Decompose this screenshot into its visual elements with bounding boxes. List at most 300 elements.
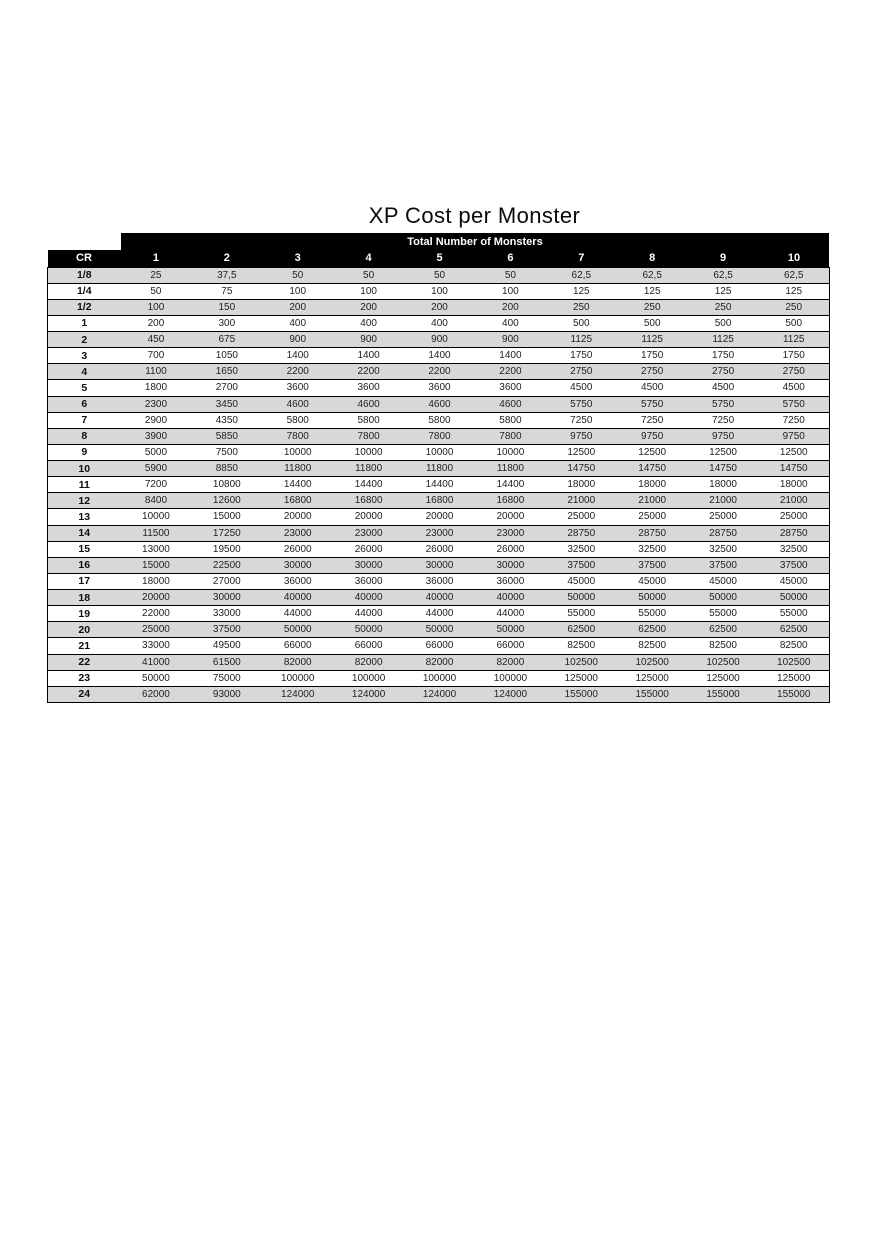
xp-cell: 155000 <box>617 686 688 702</box>
monster-count-header: 2 <box>191 250 262 267</box>
xp-cell: 20000 <box>262 509 333 525</box>
xp-cell: 18000 <box>546 477 617 493</box>
xp-cell: 14400 <box>333 477 404 493</box>
xp-cell: 75000 <box>191 670 262 686</box>
xp-cell: 10000 <box>404 444 475 460</box>
xp-cell: 7500 <box>191 444 262 460</box>
xp-cell: 25000 <box>121 622 192 638</box>
xp-cell: 4600 <box>262 396 333 412</box>
xp-cell: 23000 <box>333 525 404 541</box>
monster-count-header: 8 <box>617 250 688 267</box>
xp-cell: 19500 <box>191 541 262 557</box>
xp-cell: 49500 <box>191 638 262 654</box>
xp-cell: 900 <box>404 332 475 348</box>
xp-cell: 9750 <box>759 428 830 444</box>
table-row <box>48 396 830 412</box>
xp-cell: 14400 <box>262 477 333 493</box>
xp-cell: 82500 <box>759 638 830 654</box>
xp-cell: 44000 <box>404 606 475 622</box>
xp-cell: 37500 <box>759 557 830 573</box>
cr-cell: 20 <box>48 622 121 638</box>
xp-cell: 2300 <box>121 396 192 412</box>
xp-cell: 7250 <box>617 412 688 428</box>
xp-cell: 23000 <box>404 525 475 541</box>
xp-cell: 102500 <box>546 654 617 670</box>
xp-cell: 11800 <box>404 461 475 477</box>
xp-cell: 20000 <box>333 509 404 525</box>
xp-cell: 4500 <box>546 380 617 396</box>
xp-cell: 82000 <box>262 654 333 670</box>
xp-cell: 400 <box>404 315 475 331</box>
xp-cell: 18000 <box>121 573 192 589</box>
xp-cell: 50000 <box>546 590 617 606</box>
xp-cell: 62500 <box>546 622 617 638</box>
monster-count-header: 5 <box>404 250 475 267</box>
xp-cell: 55000 <box>617 606 688 622</box>
cr-cell: 23 <box>48 670 121 686</box>
xp-cell: 18000 <box>688 477 759 493</box>
xp-cell: 150 <box>191 299 262 315</box>
xp-cell: 200 <box>121 315 192 331</box>
xp-cell: 25000 <box>617 509 688 525</box>
xp-cell: 30000 <box>475 557 546 573</box>
xp-cell: 22500 <box>191 557 262 573</box>
xp-cell: 14750 <box>759 461 830 477</box>
xp-cell: 250 <box>617 299 688 315</box>
xp-cell: 155000 <box>546 686 617 702</box>
xp-cell: 9750 <box>617 428 688 444</box>
xp-cell: 40000 <box>262 590 333 606</box>
xp-cell: 12500 <box>688 444 759 460</box>
column-header-row <box>48 250 830 267</box>
xp-cell: 100 <box>333 283 404 299</box>
xp-cell: 4600 <box>404 396 475 412</box>
xp-cell: 102500 <box>759 654 830 670</box>
table-row <box>48 525 830 541</box>
xp-cell: 40000 <box>404 590 475 606</box>
xp-cell: 1125 <box>759 332 830 348</box>
xp-cell: 14750 <box>688 461 759 477</box>
xp-cell: 14750 <box>617 461 688 477</box>
xp-cell: 300 <box>191 315 262 331</box>
xp-cell: 125 <box>546 283 617 299</box>
xp-cell: 1400 <box>404 348 475 364</box>
table-row <box>48 654 830 670</box>
xp-cell: 82500 <box>688 638 759 654</box>
cr-column-header: CR <box>48 250 121 267</box>
xp-cell: 3450 <box>191 396 262 412</box>
xp-cell: 2200 <box>333 364 404 380</box>
xp-cell: 100000 <box>475 670 546 686</box>
xp-cell: 26000 <box>404 541 475 557</box>
xp-cell: 100000 <box>262 670 333 686</box>
xp-cell: 66000 <box>333 638 404 654</box>
table-row <box>48 380 830 396</box>
table-row <box>48 509 830 525</box>
xp-cell: 82000 <box>475 654 546 670</box>
xp-cell: 3600 <box>404 380 475 396</box>
xp-cell: 8400 <box>121 493 192 509</box>
xp-cell: 1750 <box>759 348 830 364</box>
cr-cell: 14 <box>48 525 121 541</box>
xp-cell: 21000 <box>759 493 830 509</box>
xp-cell: 44000 <box>262 606 333 622</box>
xp-cell: 17250 <box>191 525 262 541</box>
xp-cell: 20000 <box>121 590 192 606</box>
xp-cell: 23000 <box>475 525 546 541</box>
xp-cell: 5750 <box>617 396 688 412</box>
xp-cell: 55000 <box>759 606 830 622</box>
xp-cell: 102500 <box>617 654 688 670</box>
xp-cell: 2750 <box>688 364 759 380</box>
cr-cell: 18 <box>48 590 121 606</box>
xp-cell: 16800 <box>475 493 546 509</box>
xp-cell: 45000 <box>617 573 688 589</box>
xp-cell: 450 <box>121 332 192 348</box>
cr-cell: 17 <box>48 573 121 589</box>
xp-cell: 41000 <box>121 654 192 670</box>
xp-cell: 26000 <box>333 541 404 557</box>
xp-cell: 5750 <box>688 396 759 412</box>
cr-cell: 15 <box>48 541 121 557</box>
xp-cell: 100 <box>121 299 192 315</box>
xp-cell: 62,5 <box>617 267 688 283</box>
xp-cell: 50 <box>121 283 192 299</box>
xp-cell: 15000 <box>191 509 262 525</box>
xp-cell: 125000 <box>546 670 617 686</box>
xp-cell: 1800 <box>121 380 192 396</box>
xp-cell: 4500 <box>617 380 688 396</box>
xp-cell: 10800 <box>191 477 262 493</box>
xp-cell: 93000 <box>191 686 262 702</box>
xp-cell: 61500 <box>191 654 262 670</box>
xp-cell: 21000 <box>546 493 617 509</box>
xp-cell: 900 <box>475 332 546 348</box>
xp-cell: 675 <box>191 332 262 348</box>
xp-cell: 5000 <box>121 444 192 460</box>
monster-count-header: 3 <box>262 250 333 267</box>
page-title: XP Cost per Monster <box>368 203 581 228</box>
xp-cell: 75 <box>191 283 262 299</box>
cr-cell: 21 <box>48 638 121 654</box>
xp-cell: 12600 <box>191 493 262 509</box>
xp-cell: 9750 <box>546 428 617 444</box>
table-row <box>48 622 830 638</box>
xp-cell: 32500 <box>546 541 617 557</box>
xp-cell: 9750 <box>688 428 759 444</box>
xp-cell: 50 <box>475 267 546 283</box>
xp-cell: 16800 <box>333 493 404 509</box>
xp-cell: 45000 <box>688 573 759 589</box>
xp-cell: 100000 <box>333 670 404 686</box>
xp-cell: 16800 <box>262 493 333 509</box>
xp-cell: 50 <box>404 267 475 283</box>
xp-cell: 37500 <box>688 557 759 573</box>
xp-cell: 82500 <box>546 638 617 654</box>
spanning-header-row <box>48 233 830 250</box>
xp-cell: 100 <box>404 283 475 299</box>
xp-cell: 30000 <box>404 557 475 573</box>
xp-cell: 45000 <box>759 573 830 589</box>
total-monsters-header: Total Number of Monsters <box>121 233 830 250</box>
table-row <box>48 461 830 477</box>
xp-cell: 50000 <box>262 622 333 638</box>
cr-cell: 8 <box>48 428 121 444</box>
xp-cell: 5750 <box>546 396 617 412</box>
xp-cell: 700 <box>121 348 192 364</box>
xp-cell: 1400 <box>262 348 333 364</box>
cr-cell: 1/2 <box>48 299 121 315</box>
monster-count-header: 1 <box>121 250 192 267</box>
xp-cell: 1750 <box>546 348 617 364</box>
xp-cell: 37500 <box>191 622 262 638</box>
xp-cell: 125 <box>688 283 759 299</box>
xp-cell: 33000 <box>191 606 262 622</box>
xp-cell: 250 <box>688 299 759 315</box>
xp-cell: 50000 <box>617 590 688 606</box>
xp-cell: 20000 <box>404 509 475 525</box>
xp-cell: 400 <box>475 315 546 331</box>
xp-cell: 18000 <box>617 477 688 493</box>
cr-cell: 22 <box>48 654 121 670</box>
xp-cell: 4500 <box>759 380 830 396</box>
xp-cell: 10000 <box>262 444 333 460</box>
table-row <box>48 590 830 606</box>
xp-cell: 28750 <box>617 525 688 541</box>
xp-cell: 7800 <box>404 428 475 444</box>
table-row <box>48 606 830 622</box>
xp-cell: 14750 <box>546 461 617 477</box>
xp-cell: 62000 <box>121 686 192 702</box>
cr-cell: 1/4 <box>48 283 121 299</box>
xp-cell: 28750 <box>546 525 617 541</box>
xp-cell: 7250 <box>546 412 617 428</box>
xp-cell: 500 <box>546 315 617 331</box>
xp-cell: 26000 <box>475 541 546 557</box>
cr-cell: 3 <box>48 348 121 364</box>
xp-cell: 2750 <box>759 364 830 380</box>
xp-cell: 28750 <box>688 525 759 541</box>
xp-cell: 1125 <box>617 332 688 348</box>
monster-count-header: 9 <box>688 250 759 267</box>
xp-cell: 500 <box>759 315 830 331</box>
xp-cell: 1750 <box>688 348 759 364</box>
xp-cell: 50000 <box>404 622 475 638</box>
xp-cell: 13000 <box>121 541 192 557</box>
xp-cell: 125000 <box>688 670 759 686</box>
xp-cell: 3600 <box>475 380 546 396</box>
xp-cell: 500 <box>617 315 688 331</box>
xp-cell: 155000 <box>688 686 759 702</box>
xp-cell: 14400 <box>404 477 475 493</box>
xp-cell: 1750 <box>617 348 688 364</box>
xp-cell: 500 <box>688 315 759 331</box>
xp-cell: 25000 <box>546 509 617 525</box>
cr-cell: 1/8 <box>48 267 121 283</box>
xp-cell: 10000 <box>333 444 404 460</box>
xp-cell: 10000 <box>475 444 546 460</box>
xp-cell: 7800 <box>262 428 333 444</box>
xp-cell: 102500 <box>688 654 759 670</box>
cr-cell: 11 <box>48 477 121 493</box>
xp-cell: 27000 <box>191 573 262 589</box>
xp-cell: 37500 <box>546 557 617 573</box>
xp-cell: 155000 <box>759 686 830 702</box>
xp-cell: 50000 <box>475 622 546 638</box>
xp-cell: 12500 <box>759 444 830 460</box>
xp-cell: 7250 <box>759 412 830 428</box>
xp-cell: 62500 <box>759 622 830 638</box>
xp-cell: 4600 <box>475 396 546 412</box>
xp-cell: 50000 <box>333 622 404 638</box>
xp-cell: 100000 <box>404 670 475 686</box>
xp-cell: 21000 <box>688 493 759 509</box>
cr-cell: 6 <box>48 396 121 412</box>
table-row <box>48 364 830 380</box>
table-row <box>48 573 830 589</box>
xp-cell: 200 <box>262 299 333 315</box>
xp-cell: 50000 <box>688 590 759 606</box>
table-row <box>48 477 830 493</box>
xp-cell: 32500 <box>617 541 688 557</box>
xp-cell: 250 <box>759 299 830 315</box>
xp-cell: 100 <box>262 283 333 299</box>
xp-cell: 1125 <box>688 332 759 348</box>
xp-cell: 36000 <box>475 573 546 589</box>
xp-cell: 200 <box>475 299 546 315</box>
xp-cell: 62500 <box>688 622 759 638</box>
xp-cell: 3600 <box>333 380 404 396</box>
cr-cell: 4 <box>48 364 121 380</box>
xp-cell: 36000 <box>333 573 404 589</box>
xp-cell: 1400 <box>333 348 404 364</box>
table-row <box>48 299 830 315</box>
xp-cell: 26000 <box>262 541 333 557</box>
xp-cell: 2200 <box>475 364 546 380</box>
xp-cell: 900 <box>262 332 333 348</box>
table-row <box>48 638 830 654</box>
xp-cell: 11800 <box>262 461 333 477</box>
xp-cell: 40000 <box>475 590 546 606</box>
xp-cell: 37,5 <box>191 267 262 283</box>
xp-cell: 7800 <box>333 428 404 444</box>
xp-cell: 11800 <box>475 461 546 477</box>
table-row <box>48 412 830 428</box>
xp-cell: 124000 <box>262 686 333 702</box>
xp-cell: 30000 <box>262 557 333 573</box>
xp-cell: 62,5 <box>546 267 617 283</box>
xp-cell: 25000 <box>688 509 759 525</box>
table-row <box>48 444 830 460</box>
xp-cell: 8850 <box>191 461 262 477</box>
xp-cell: 50 <box>333 267 404 283</box>
cr-cell: 10 <box>48 461 121 477</box>
xp-cell: 1650 <box>191 364 262 380</box>
xp-cell: 5900 <box>121 461 192 477</box>
xp-cell: 2750 <box>546 364 617 380</box>
xp-cell: 1100 <box>121 364 192 380</box>
xp-cell: 12500 <box>617 444 688 460</box>
xp-cell: 11800 <box>333 461 404 477</box>
table-row <box>48 541 830 557</box>
xp-cell: 36000 <box>404 573 475 589</box>
xp-cell: 4600 <box>333 396 404 412</box>
cr-cell: 16 <box>48 557 121 573</box>
xp-cell: 124000 <box>333 686 404 702</box>
xp-cell: 2700 <box>191 380 262 396</box>
xp-cell: 12500 <box>546 444 617 460</box>
xp-cell: 37500 <box>617 557 688 573</box>
xp-cell: 7200 <box>121 477 192 493</box>
xp-cell: 3600 <box>262 380 333 396</box>
cr-cell: 19 <box>48 606 121 622</box>
xp-cell: 400 <box>262 315 333 331</box>
xp-cell: 2900 <box>121 412 192 428</box>
xp-cell: 125 <box>617 283 688 299</box>
cr-cell: 7 <box>48 412 121 428</box>
monster-count-header: 7 <box>546 250 617 267</box>
xp-cell: 25 <box>121 267 192 283</box>
xp-cell: 100 <box>475 283 546 299</box>
xp-cell: 25000 <box>759 509 830 525</box>
xp-cell: 5800 <box>262 412 333 428</box>
xp-cell: 22000 <box>121 606 192 622</box>
xp-cell: 66000 <box>475 638 546 654</box>
xp-cost-table <box>47 233 830 703</box>
xp-cell: 18000 <box>759 477 830 493</box>
xp-cell: 40000 <box>333 590 404 606</box>
corner-blank <box>48 233 121 250</box>
xp-cell: 7800 <box>475 428 546 444</box>
xp-cell: 30000 <box>333 557 404 573</box>
xp-cell: 66000 <box>262 638 333 654</box>
xp-cell: 20000 <box>475 509 546 525</box>
xp-cell: 28750 <box>759 525 830 541</box>
xp-cell: 1125 <box>546 332 617 348</box>
cr-cell: 2 <box>48 332 121 348</box>
xp-cell: 62,5 <box>759 267 830 283</box>
xp-cell: 44000 <box>333 606 404 622</box>
xp-cell: 5800 <box>333 412 404 428</box>
xp-cell: 82500 <box>617 638 688 654</box>
xp-cell: 32500 <box>759 541 830 557</box>
xp-cell: 15000 <box>121 557 192 573</box>
table-row <box>48 332 830 348</box>
xp-cell: 124000 <box>404 686 475 702</box>
xp-cell: 30000 <box>191 590 262 606</box>
monster-count-header: 6 <box>475 250 546 267</box>
xp-cell: 21000 <box>617 493 688 509</box>
table-row <box>48 348 830 364</box>
cr-cell: 1 <box>48 315 121 331</box>
xp-cell: 14400 <box>475 477 546 493</box>
xp-cell: 50000 <box>121 670 192 686</box>
xp-cell: 45000 <box>546 573 617 589</box>
xp-cell: 3900 <box>121 428 192 444</box>
xp-cell: 66000 <box>404 638 475 654</box>
xp-cell: 2200 <box>262 364 333 380</box>
xp-cell: 32500 <box>688 541 759 557</box>
table-row <box>48 686 830 702</box>
xp-cell: 44000 <box>475 606 546 622</box>
xp-cell: 55000 <box>546 606 617 622</box>
xp-cell: 10000 <box>121 509 192 525</box>
xp-cell: 62500 <box>617 622 688 638</box>
monster-count-header: 4 <box>333 250 404 267</box>
xp-cell: 400 <box>333 315 404 331</box>
monster-count-header: 10 <box>759 250 830 267</box>
xp-cell: 23000 <box>262 525 333 541</box>
